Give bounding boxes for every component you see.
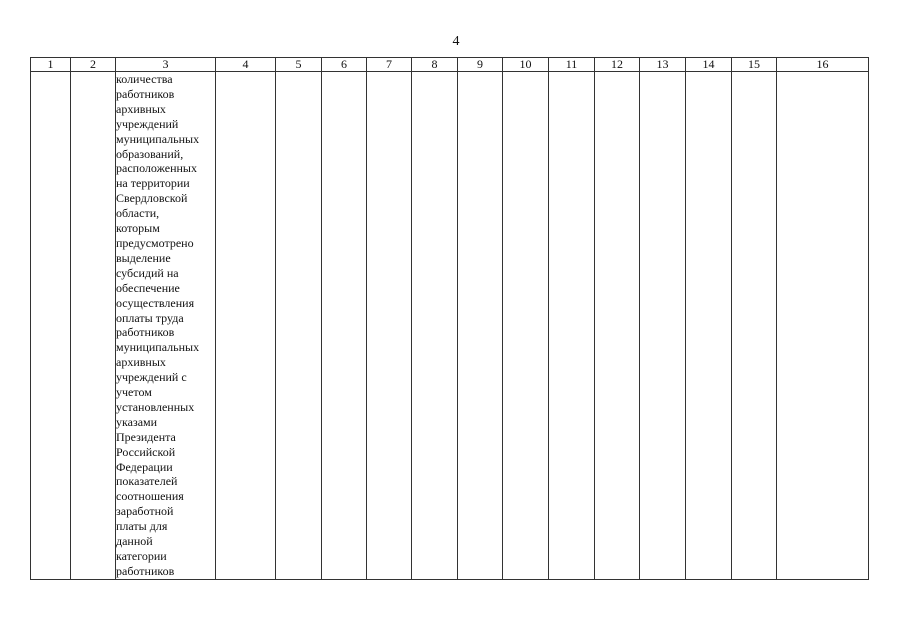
- column-header-3: 3: [116, 58, 216, 72]
- header-row: [31, 58, 869, 72]
- table-cell-2: [71, 72, 116, 580]
- column-header-8: 8: [412, 58, 458, 72]
- column-header-12: 12: [595, 58, 640, 72]
- page-number: 4: [452, 34, 460, 49]
- column-header-10: 10: [503, 58, 549, 72]
- table-cell-7: [367, 72, 412, 580]
- column-header-5: 5: [276, 58, 322, 72]
- table-cell-8: [412, 72, 458, 580]
- table-cell-13: [640, 72, 686, 580]
- indicator-description: количества работников архивных учреждений муниципальных образований, расположенных на территории Свердловской области, которым предусмотрено выделение субсидий на обеспечение осуществления оплаты труда работников муниципальных архивных учреждений с учетом установленных указами Президента Российской Федерации показателей соотношения заработной платы для данной категории работников: [116, 72, 200, 578]
- column-header-11: 11: [549, 58, 595, 72]
- table-cell-12: [595, 72, 640, 580]
- column-header-14: 14: [686, 58, 732, 72]
- table-row: [31, 72, 869, 580]
- table-cell-9: [458, 72, 503, 580]
- column-header-16: 16: [777, 58, 869, 72]
- table-cell-4: [216, 72, 276, 580]
- column-header-15: 15: [732, 58, 777, 72]
- column-header-9: 9: [458, 58, 503, 72]
- table-cell-15: [732, 72, 777, 580]
- column-header-13: 13: [640, 58, 686, 72]
- table-cell-3: [116, 72, 216, 580]
- table-cell-14: [686, 72, 732, 580]
- table-cell-16: [777, 72, 869, 580]
- column-header-1: 1: [31, 58, 71, 72]
- table-cell-6: [322, 72, 367, 580]
- column-header-2: 2: [71, 58, 116, 72]
- table-cell-1: [31, 72, 71, 580]
- data-table: [30, 57, 869, 580]
- table-cell-5: [276, 72, 322, 580]
- table-cell-10: [503, 72, 549, 580]
- table-cell-11: [549, 72, 595, 580]
- column-header-7: 7: [367, 58, 412, 72]
- column-header-4: 4: [216, 58, 276, 72]
- column-header-6: 6: [322, 58, 367, 72]
